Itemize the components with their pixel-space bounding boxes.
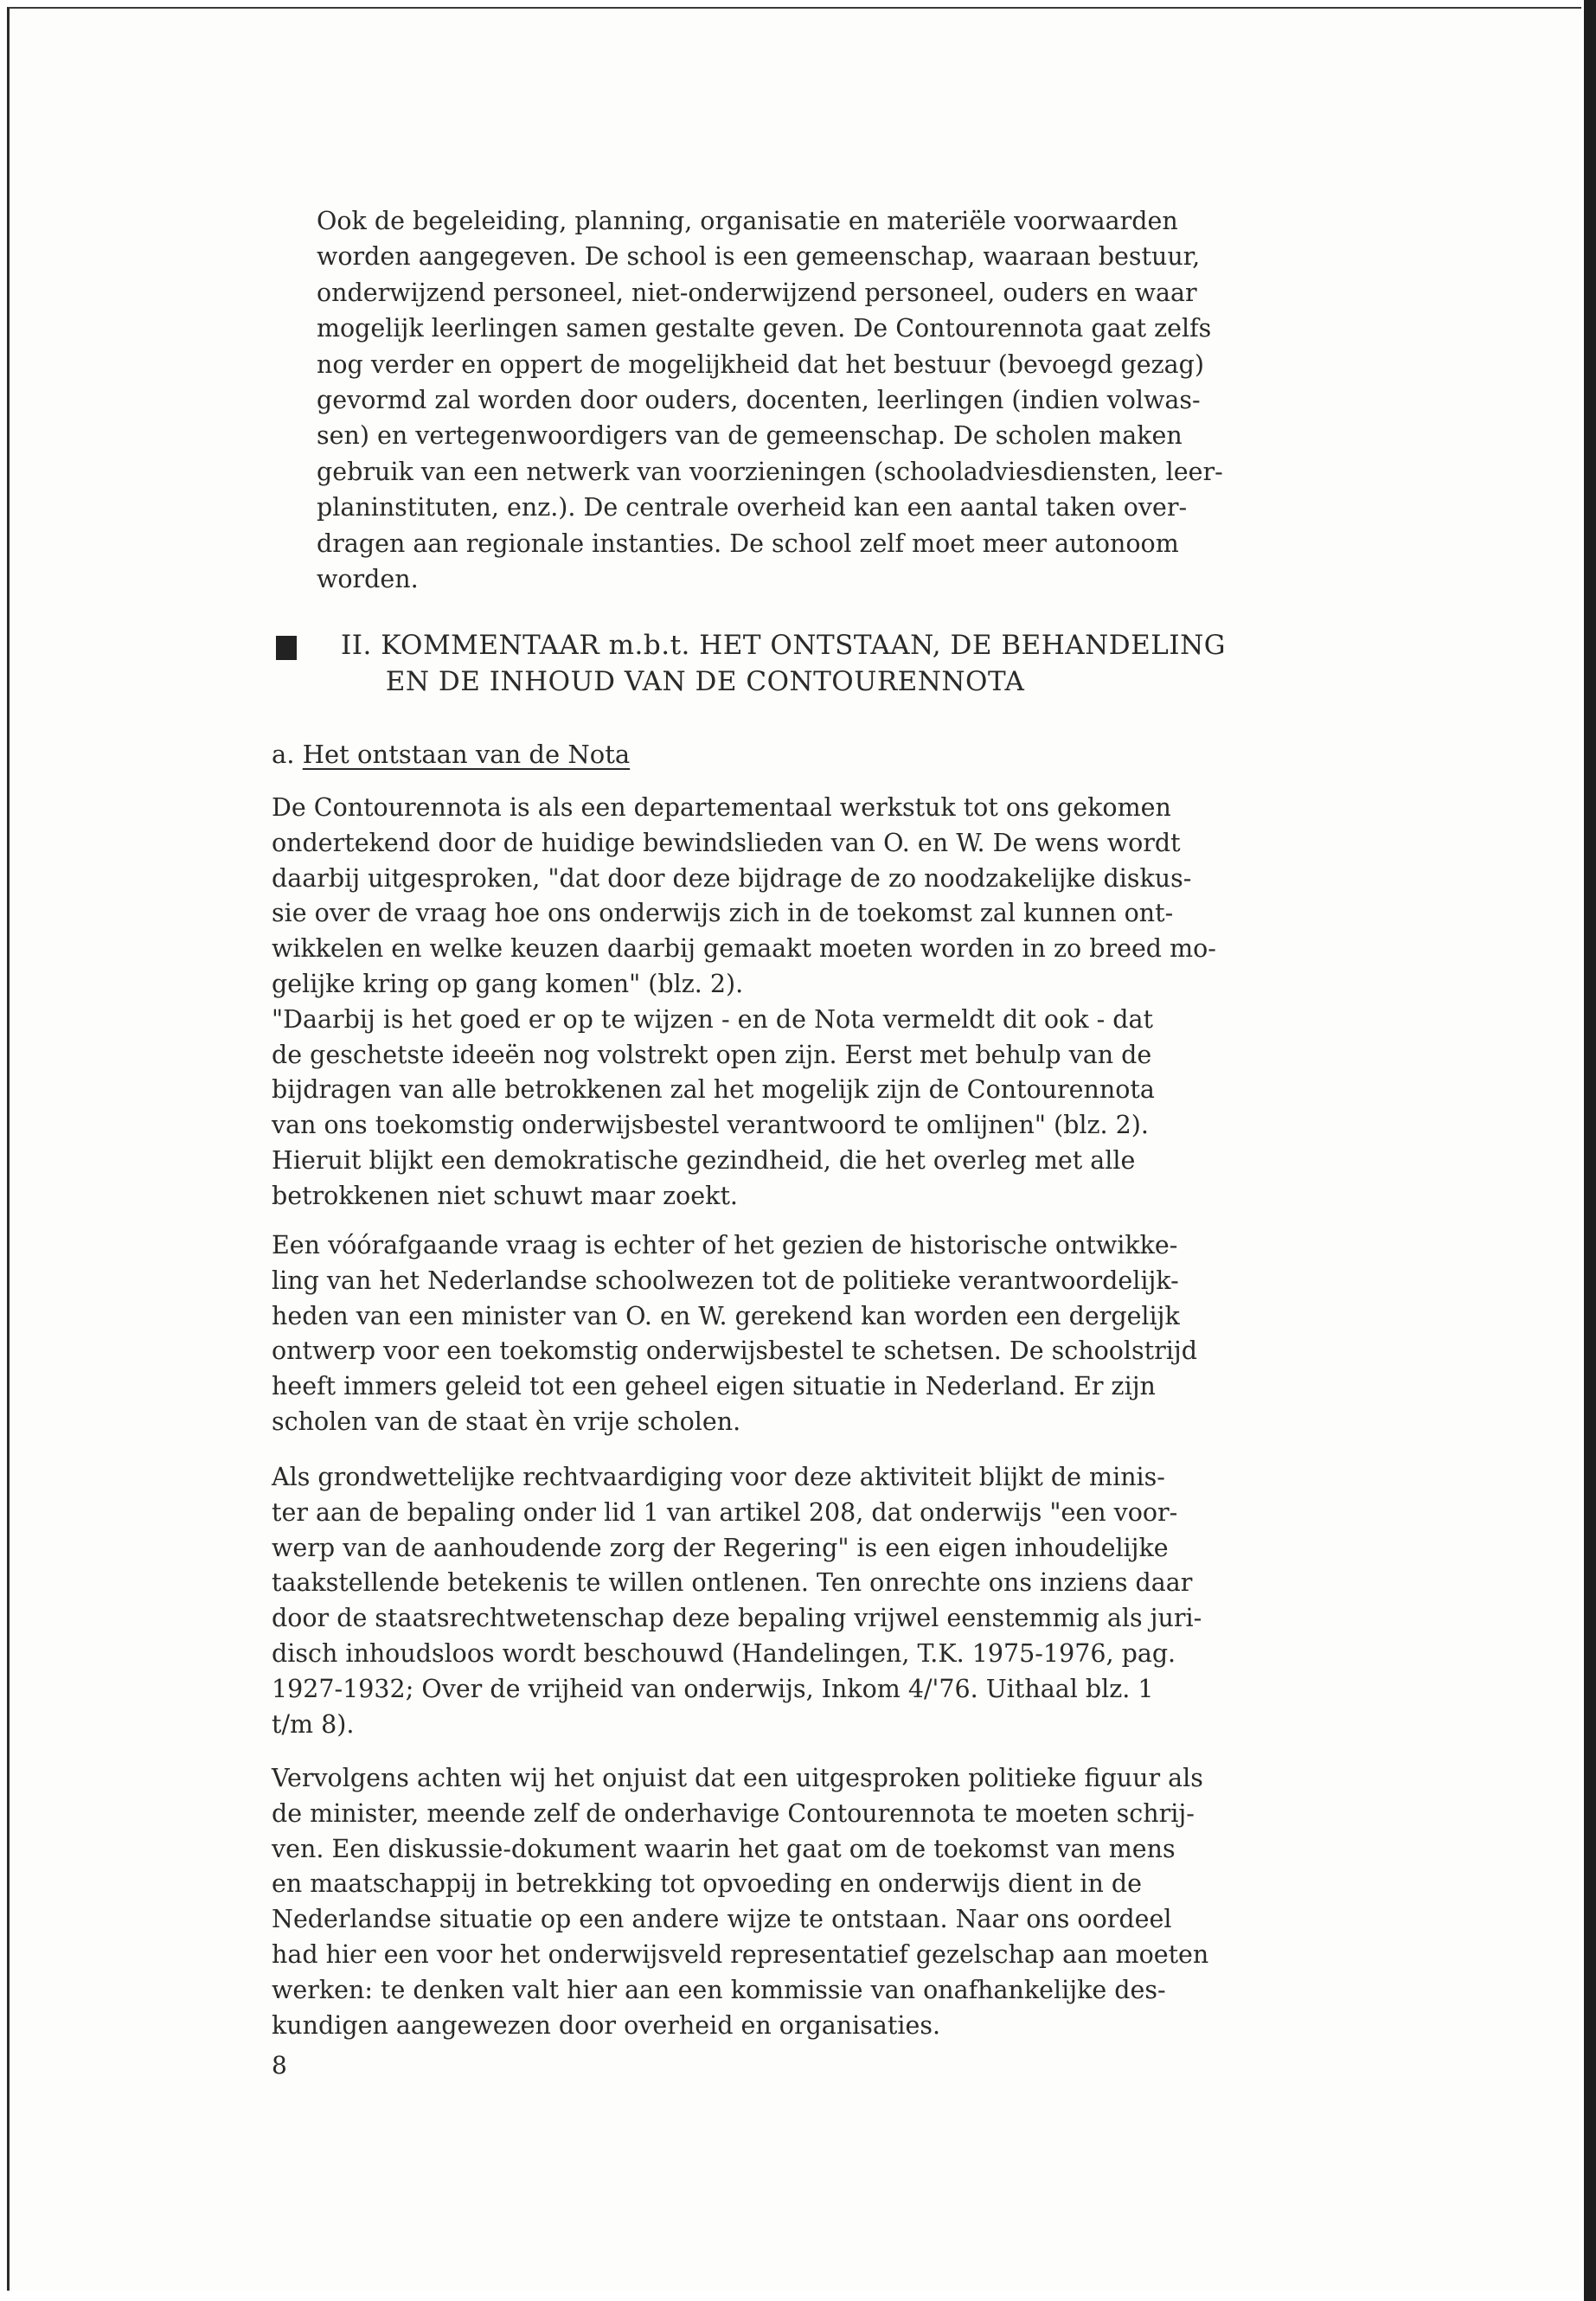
body-paragraph: Een vóórafgaande vraag is echter of het gezien de historische ontwikke- ling van het Nederlandse schoolwezen tot de politieke verantwoordelijk- heden van een minister van O. en W. gerekend kan worden een dergelijk ontwerp voor een toekomstig onderwijsbestel te schetsen. De schoolstrijd heeft immers geleid tot een geheel eigen situatie in Nederland. Er zijn scholen van de staat èn vrije scholen. [272, 1231, 1197, 1436]
body-paragraph: De Contourennota is als een departementaal werkstuk tot ons gekomen ondertekend door de huidige bewindslieden van O. en W. De wens wordt daarbij uitgesproken, "dat door deze bijdrage de zo noodzakelijke diskus- sie over de vraag hoe ons onderwijs zich in de toekomst zal kunnen ont- wikkelen en welke keuzen daarbij gemaakt moeten worden in zo breed mo- gelijke kring op gang komen" (blz. 2). "Daarbij is het goed er op te wijzen - en de Nota vermeldt dit ook - dat de geschetste ideeën nog volstrekt open zijn. Eerst met behulp van de bijdragen van alle betrokkenen zal het mogelijk zijn de Contourennota van ons toekomstig onderwijsbestel verantwoord te omlijnen" (blz. 2). Hieruit blijkt een demokratische gezindheid, die het overleg met alle betrokkenen niet schuwt maar zoekt. [272, 793, 1216, 1210]
subsection-heading [272, 737, 630, 772]
intro-paragraph: Ook de begeleiding, planning, organisatie en materiële voorwaarden worden aangegeven. De school is een gemeenschap, waaraan bestuur, onderwijzend personeel, niet-onderwijzend personeel, ouders en waar mogelijk leerlingen samen gestalte geven. De Contourennota gaat zelfs nog verder en oppert de mogelijkheid dat het bestuur (bevoegd gezag) gevormd zal worden door ouders, docenten, leerlingen (indien volwas- sen) en vertegenwoordigers van de gemeenschap. De scholen maken gebruik van een netwerk van voorzieningen (schooladviesdiensten, leer- planinstituten, enz.). De centrale overheid kan een aantal taken over- dragen aan regionale instanties. De school zelf moet meer autonoom worden. [317, 207, 1223, 594]
body-paragraph: Vervolgens achten wij het onjuist dat een uitgesproken politieke figuur als de minister, meende zelf de onderhavige Contourennota te moeten schrij- ven. Een diskussie-dokument waarin het gaat om de toekomst van mens en maatschappij in betrekking tot opvoeding en onderwijs dient in de Nederlandse situatie op een andere wijze te ontstaan. Naar ons oordeel had hier een voor het onderwijsveld representatief gezelschap aan moeten werken: te denken valt hier aan een kommissie van onafhankelijke des- kundigen aangewezen door overheid en organisaties. [272, 1764, 1209, 2040]
document-page [7, 7, 1581, 2291]
subsection-prefix: a. [272, 740, 303, 769]
scan-edge [1584, 0, 1596, 2301]
square-bullet-icon [276, 636, 297, 660]
page-number: 8 [272, 2051, 287, 2080]
body-paragraph: Als grondwettelijke rechtvaardiging voor deze aktiviteit blijkt de minis- ter aan de bepaling onder lid 1 van artikel 208, dat onderwijs "een voor- werp van de aanhoudende zorg der Regering" is een eigen inhoudelijke taakstellende betekenis te willen ontlenen. Ten onrechte ons inziens daar door de staatsrechtwetenschap deze bepaling vrijwel eenstemmig als juri- disch inhoudsloos wordt beschouwd (Handelingen, T.K. 1975-1976, pag. 1927-1932; Over de vrijheid van onderwijs, Inkom 4/'76. Uithaal blz. 1 t/m 8). [272, 1463, 1202, 1739]
subsection-title: Het ontstaan van de Nota [302, 740, 631, 769]
section-heading-text: II. KOMMENTAAR m.b.t. HET ONTSTAAN, DE BEHANDELING EN DE INHOUD VAN DE CONTOURENNOTA [341, 630, 1226, 697]
